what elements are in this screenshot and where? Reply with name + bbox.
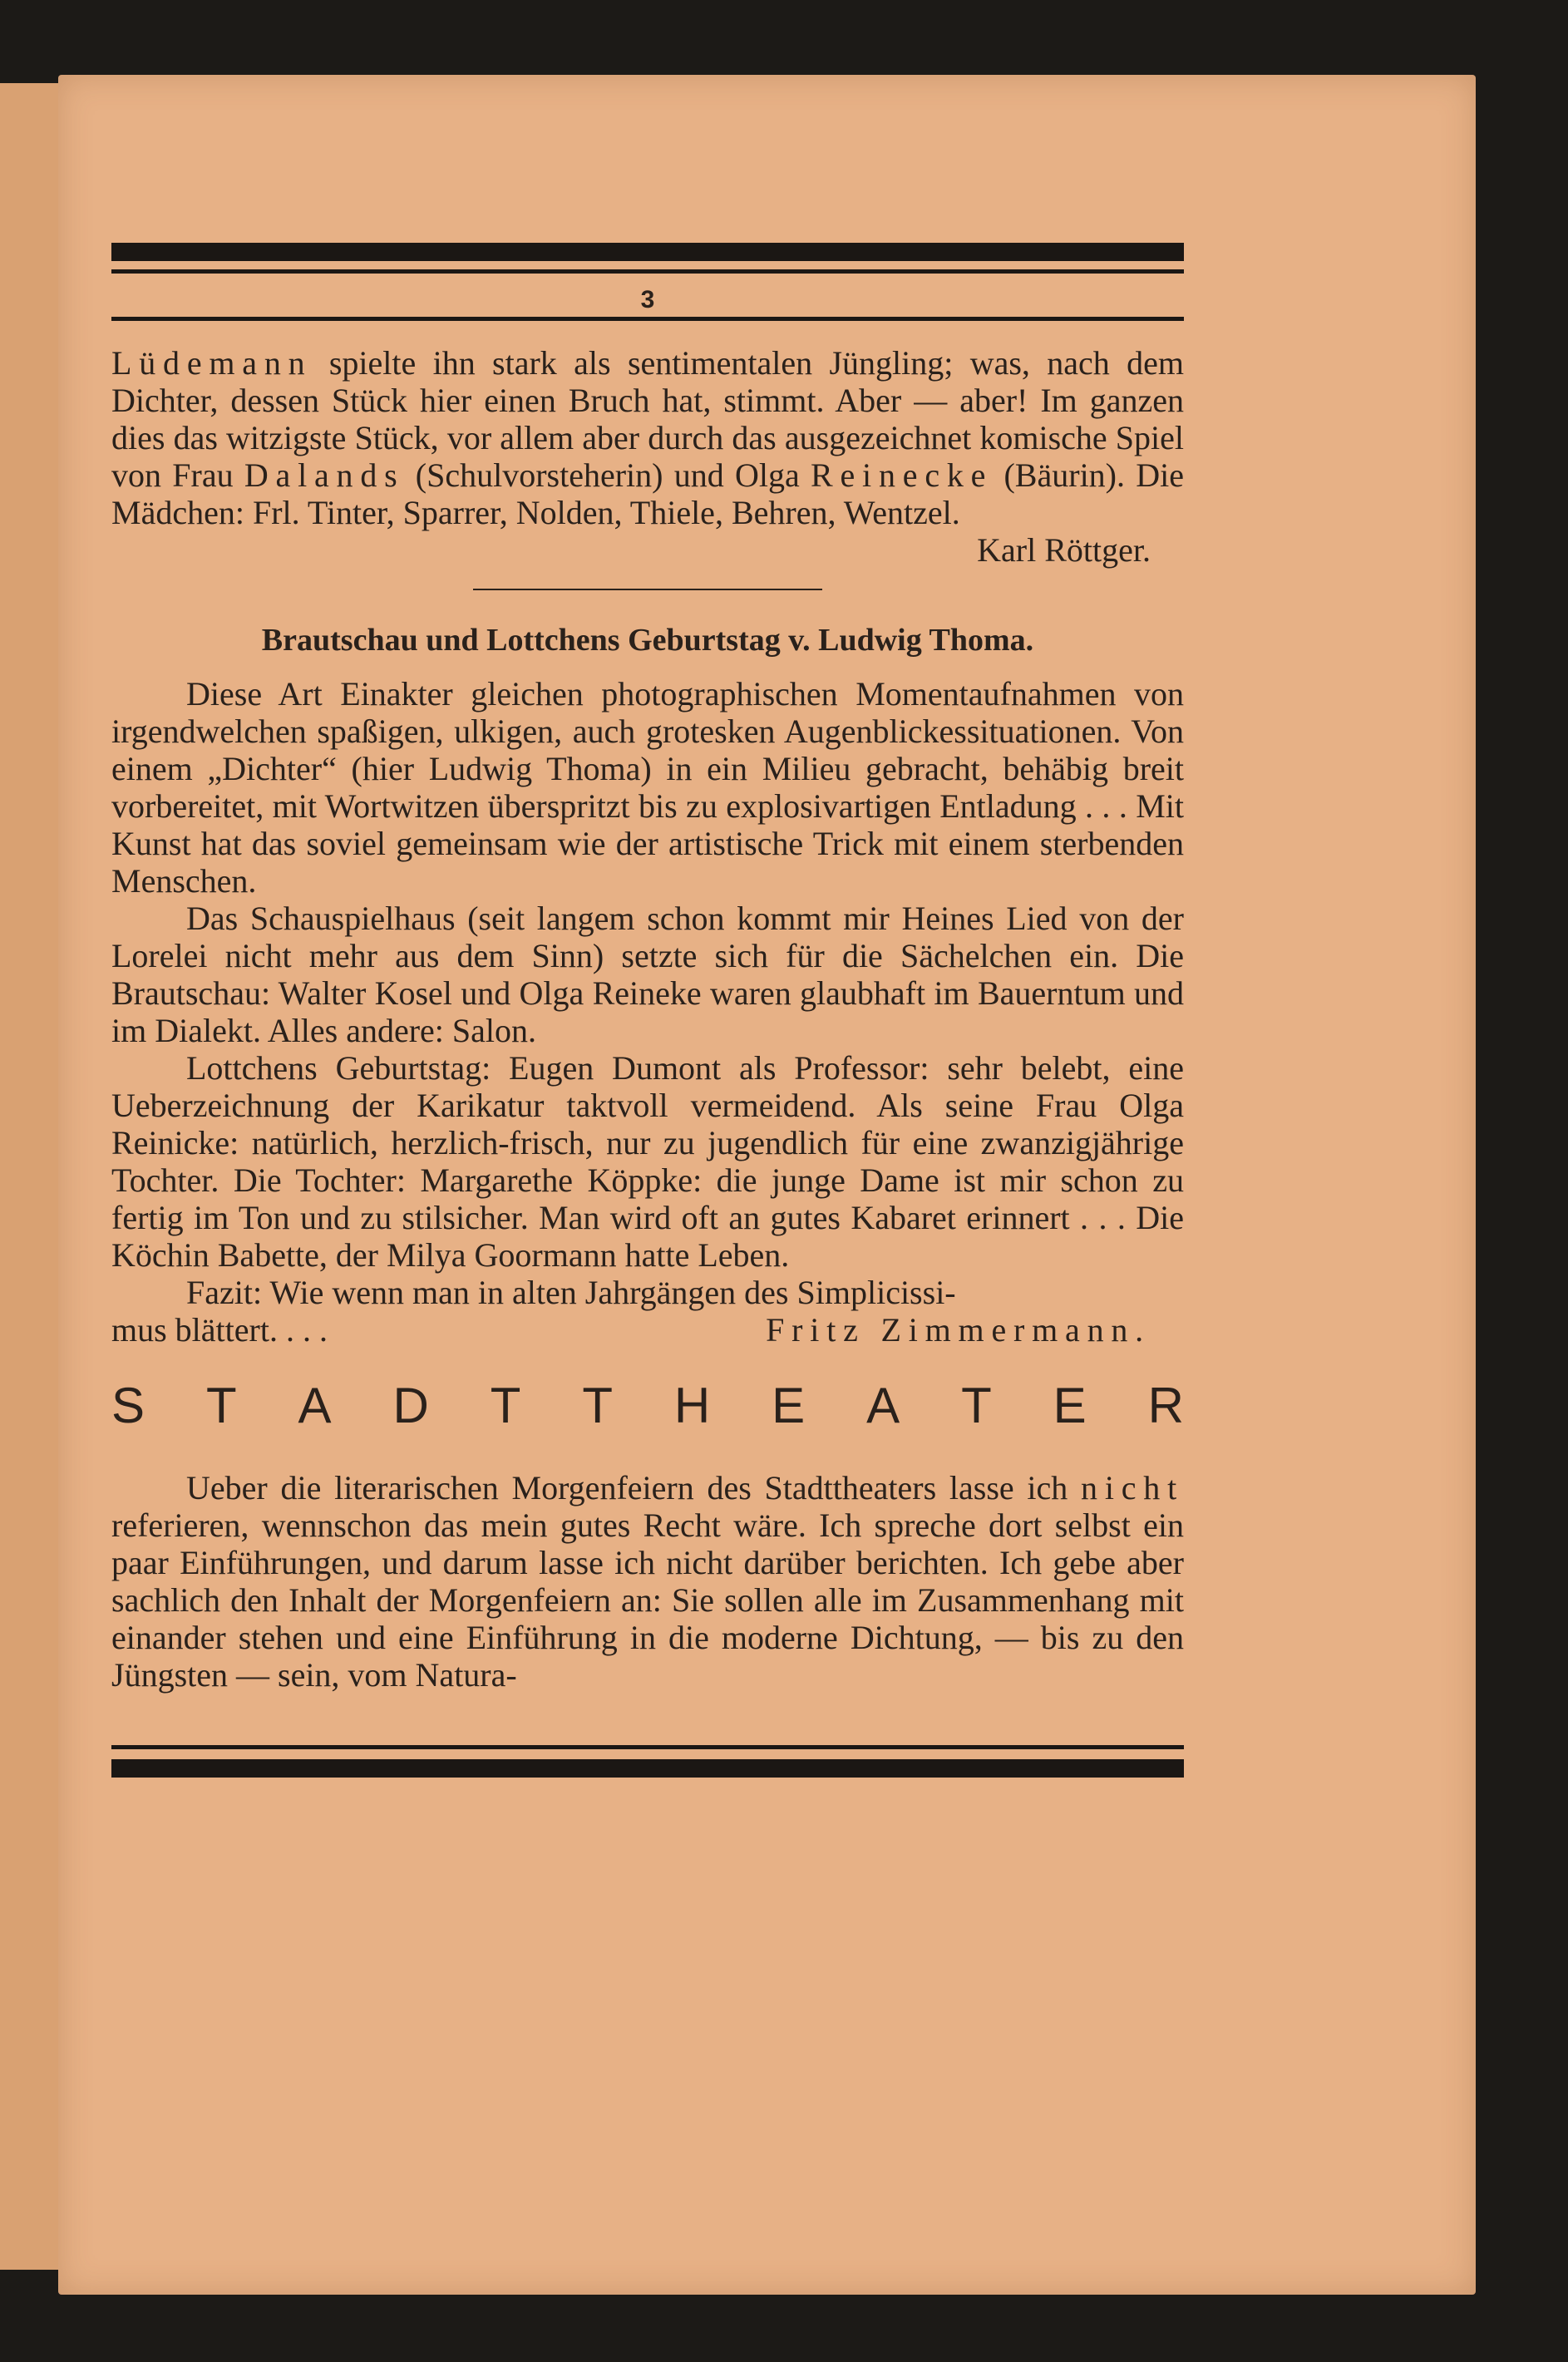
actor-name-luedemann: Lüdemann: [111, 344, 313, 382]
review-2-closing-line: [111, 1311, 1184, 1349]
heading-letter: E: [1053, 1378, 1087, 1433]
page-number: 3: [640, 286, 655, 313]
review-2-paragraph: Lottchens Geburtstag: Eugen Dumont als Professor: sehr belebt, eine Ueberzeichnung der Karikatur taktvoll vermeidend. Als seine Frau Olga Reinicke: natürlich, herzlich-frisch, nur zu jugendlich für eine zwanzigjährige Tochter. Die Tochter: Margarethe Köppke: die junge Dame ist mir schon zu fertig im Ton und zu stilsicher. Man wird oft an gutes Kabaret erinnert . . . Die Köchin Babette, der Milya Goormann hatte Leben.: [111, 1049, 1184, 1274]
heading-letter: H: [673, 1378, 711, 1433]
actor-name-dalands: Dalands: [244, 456, 405, 494]
footer-rules: [111, 1745, 1184, 1778]
review-1-part-a: spielte ihn stark als sentimentalen Jüngling; was, nach dem Dichter, dessen Stück hier einen Bruch hat, stimmt. Aber — aber! Im ganzen dies das witzigste Stück, vor allem aber durch das ausgezeichnet komische Spiel von Frau: [111, 344, 1184, 494]
section-heading-stadttheater: [111, 1377, 1184, 1434]
page-content: [111, 163, 1184, 1778]
review-2: [111, 675, 1184, 1349]
review-2-paragraph: Das Schauspielhaus (seit langem schon kommt mir Heines Lied von der Lorelei nicht mehr aus dem Sinn) setzte sich für die Sächelchen ein. Die Brautschau: Walter Kosel und Olga Reineke waren glaubhaft im Bauerntum und im Dialekt. Alles andere: Salon.: [111, 900, 1184, 1049]
review-1-author: Karl Röttger.: [977, 531, 1151, 569]
review-1-text: [111, 344, 1184, 531]
emphasis-nicht: nicht: [1081, 1469, 1184, 1506]
heading-letter: A: [866, 1378, 900, 1433]
review-2-title: Brautschau und Lottchens Geburtstag v. Ludwig Thoma.: [261, 623, 1034, 658]
heading-letter: E: [772, 1378, 806, 1433]
review-2-author: Fritz Zimmermann.: [766, 1311, 1151, 1349]
header-rule-bottom: [111, 317, 1184, 321]
stadttheater-part-b: referieren, wennschon das mein gutes Recht wäre. Ich spreche dort selbst ein paar Einführungen, und darum lasse ich nicht darüber berichten. Ich gebe aber sachlich den Inhalt der Morgenfeiern an: Sie sollen alle im Zusammenhang mit einander stehen und eine Einführung in die moderne Dichtung, — bis zu den Jüngsten — sein, vom Natura-: [111, 1506, 1184, 1694]
section-divider: [473, 589, 822, 590]
footer-rule-thin: [111, 1745, 1184, 1749]
heading-letter: T: [205, 1378, 237, 1433]
review-2-paragraph-last: Fazit: Wie wenn man in alten Jahrgängen des Simplicissi-: [186, 1274, 956, 1311]
stadttheater-paragraph: [111, 1469, 1184, 1694]
heading-letter: R: [1147, 1378, 1184, 1433]
header-rules: [111, 243, 1184, 321]
header-rule-thick: [111, 243, 1184, 261]
review-2-last-words: mus blättert. . . .: [111, 1311, 328, 1349]
heading-letter: T: [490, 1378, 521, 1433]
stadttheater-part-a: Ueber die literarischen Morgenfeiern des Stadttheaters lasse ich: [186, 1469, 1082, 1506]
header-rule-thin: [111, 269, 1184, 274]
heading-letter: D: [392, 1378, 429, 1433]
left-page-edge: [0, 83, 67, 2270]
review-2-paragraph: Diese Art Einakter gleichen photographischen Momentaufnahmen von irgendwelchen spaßigen, ulkigen, auch grotesken Augenblickessituationen. Von einem „Dichter“ (hier Ludwig Thoma) in ein Milieu gebracht, behäbig breit vorbereitet, mit Wortwitzen überspritzt bis zu explosivartigen Entladung . . . Mit Kunst hat das soviel gemeinsam wie der artistische Trick mit einem sterbenden Menschen.: [111, 675, 1184, 900]
review-1-part-c: (Bäurin). Die Mädchen: Frl. Tinter, Sparrer, Nolden, Thiele, Behren, Wentzel.: [111, 456, 1185, 531]
footer-rule-thick: [111, 1759, 1184, 1778]
review-1-part-b: (Schulvorsteherin) und Olga: [404, 456, 811, 494]
stadttheater-text: [111, 1469, 1184, 1694]
heading-letter: T: [961, 1378, 992, 1433]
review-1: [111, 344, 1184, 569]
actor-name-reinecke: Reinecke: [811, 456, 994, 494]
heading-letter: A: [298, 1378, 332, 1433]
heading-letter: S: [111, 1378, 145, 1433]
heading-letter: T: [582, 1378, 613, 1433]
